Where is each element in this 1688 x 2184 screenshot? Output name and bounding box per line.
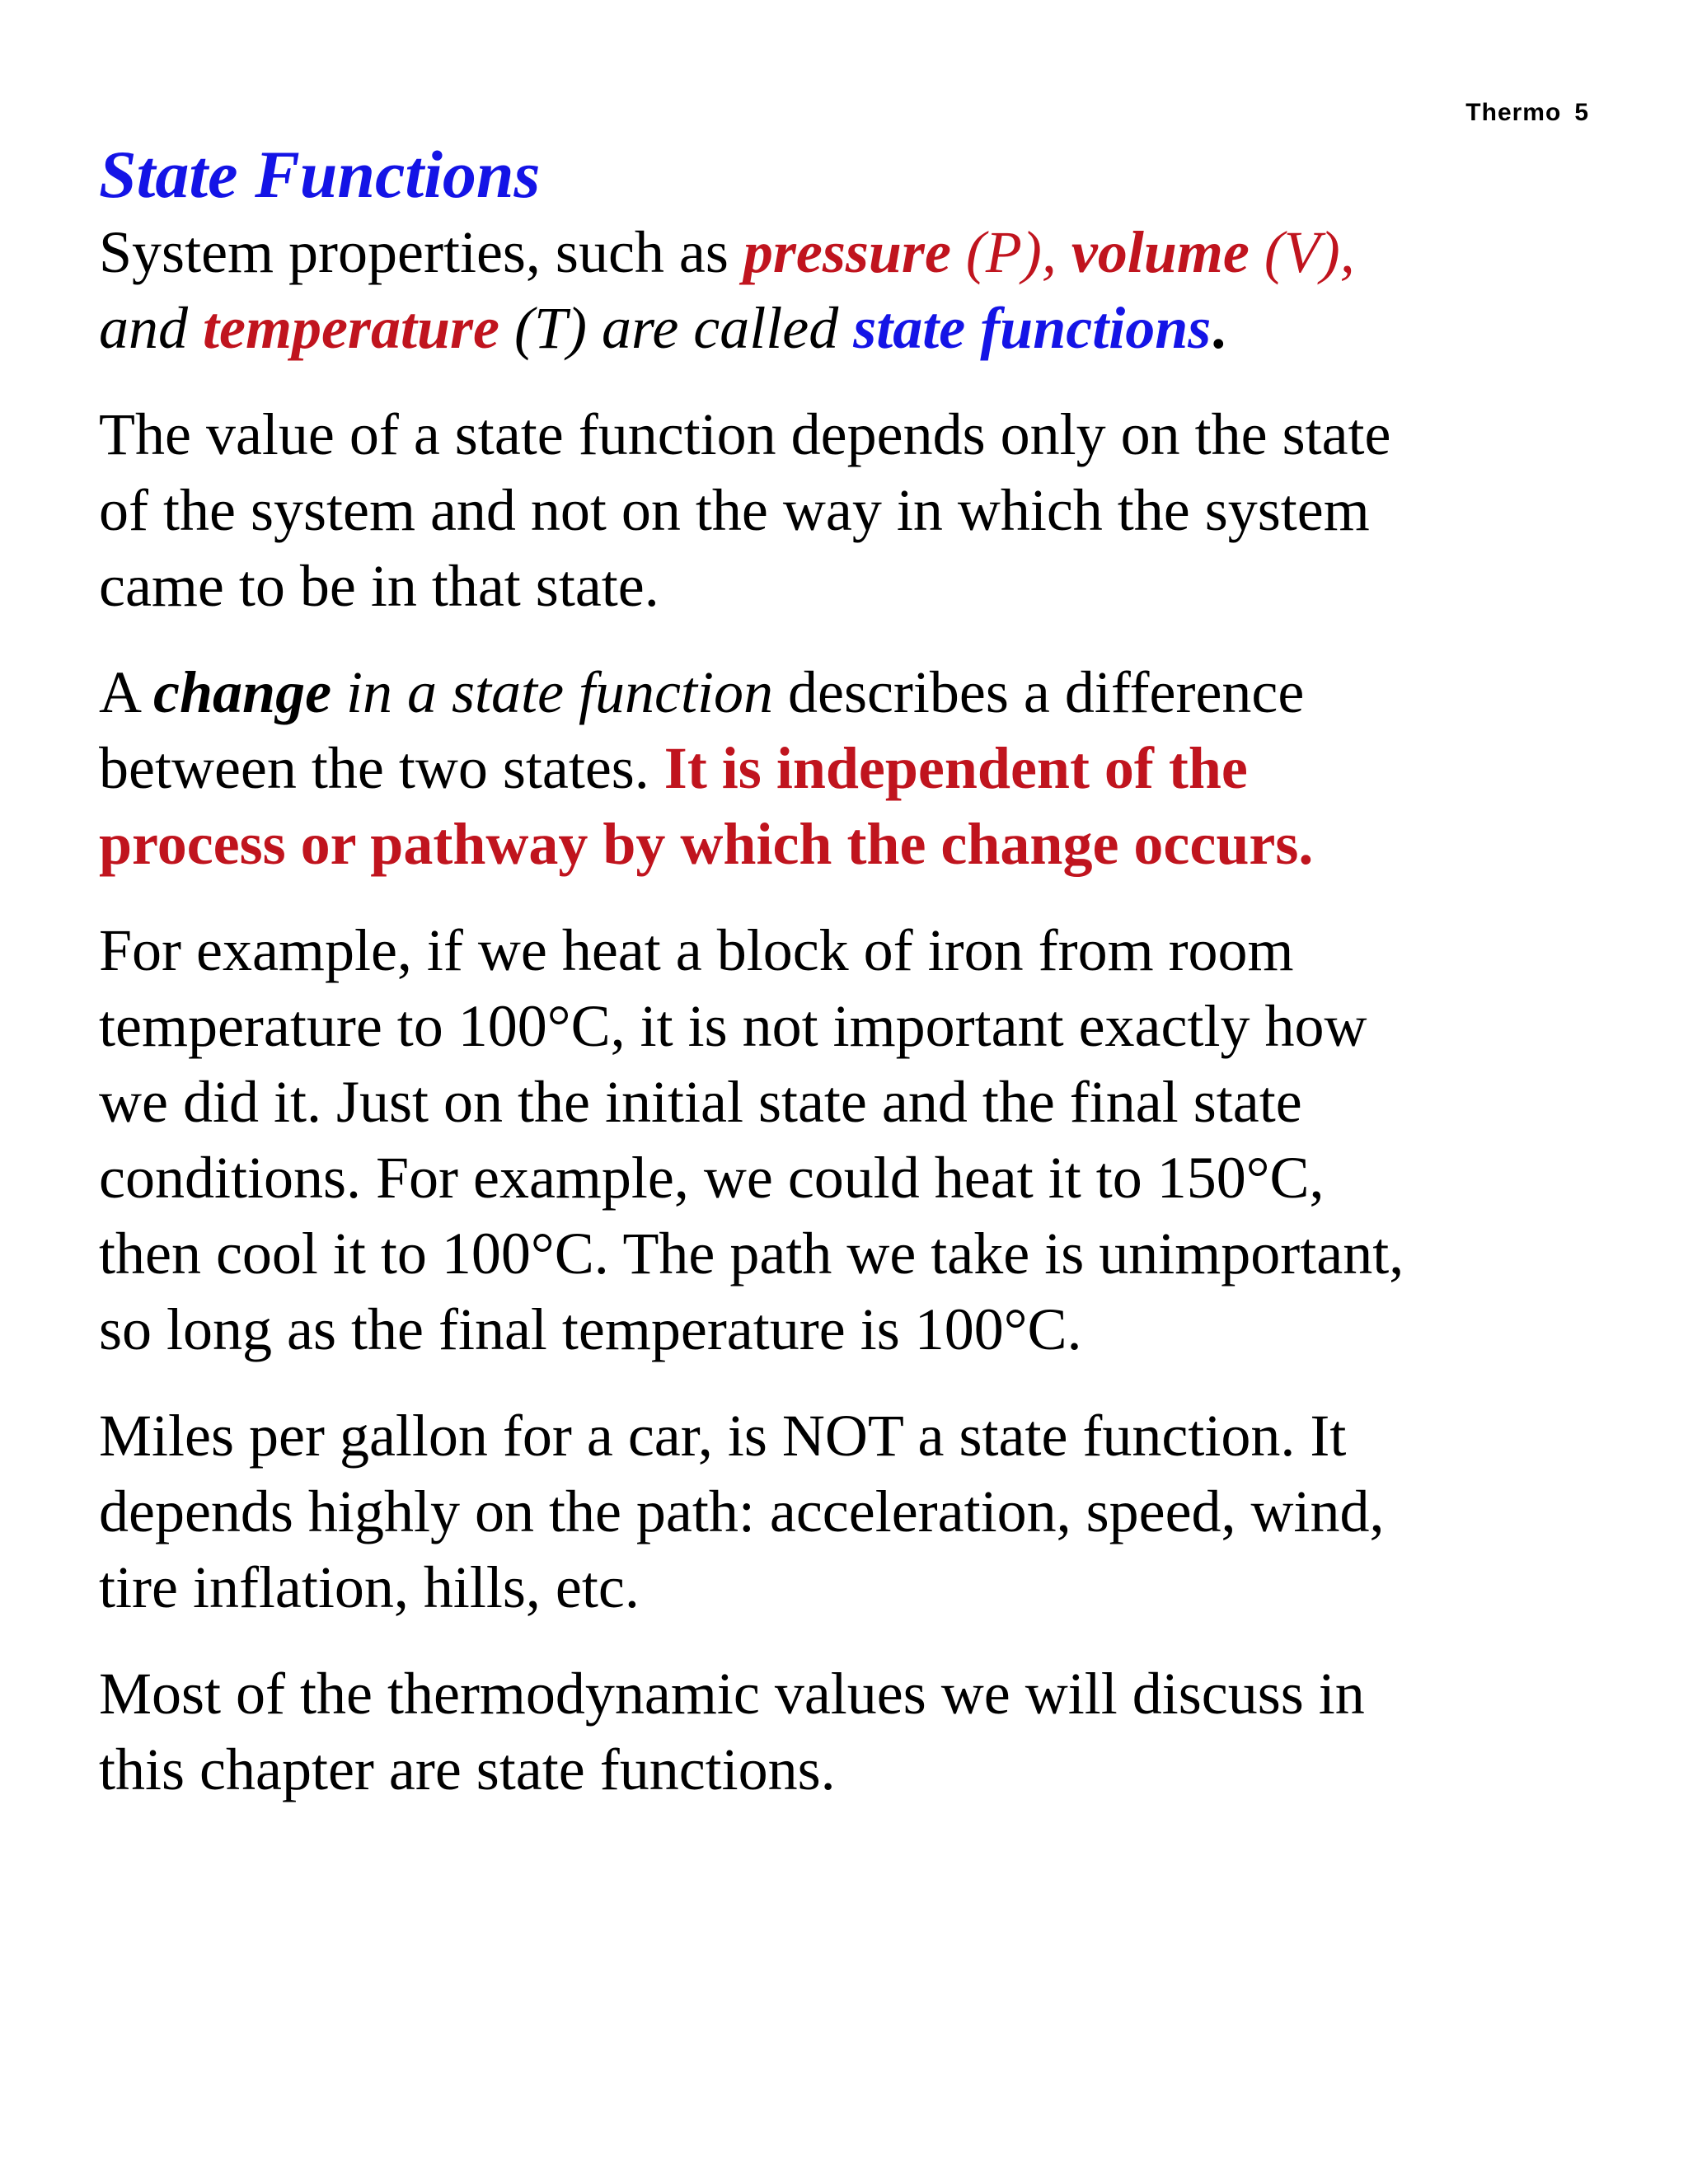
text-line: For example, if we heat a block of iron from room [99,917,1294,983]
text-line: we did it. Just on the initial state and the final state [99,1069,1302,1135]
header-label: Thermo [1465,99,1562,126]
text-run: describes a difference [773,659,1305,725]
emphasis-pathway: process or pathway by which the change occurs. [99,811,1314,877]
page-content [99,134,1607,1807]
page-header [1465,99,1589,127]
text-line: conditions. For example, we could heat it to 150°C, [99,1145,1325,1211]
page-title: State Functions [99,137,541,212]
page-number: 5 [1574,99,1589,126]
text-run: between the two states. [99,735,664,801]
symbol-t: (T) are called [499,295,854,361]
paragraph-iron-example [99,912,1607,1367]
period: . [1211,295,1226,361]
text-run: System properties, such as [99,219,743,285]
text-line: Most of the thermodynamic values we will discuss in [99,1661,1365,1727]
text-run: A [99,659,154,725]
text-line: of the system and not on the way in which the system [99,477,1370,543]
text-line: came to be in that state. [99,553,659,619]
emphasis-independent: It is independent of the [663,735,1248,801]
paragraph-change [99,654,1607,882]
text-run-italic: in a state function [331,659,773,725]
text-run: and [99,295,203,361]
term-volume: volume [1071,219,1250,285]
text-line: then cool it to 100°C. The path we take is unimportant, [99,1221,1404,1286]
text-line: Miles per gallon for a car, is NOT a state function. It [99,1403,1347,1469]
paragraph-summary [99,1656,1607,1807]
text-line: so long as the final temperature is 100°C. [99,1296,1082,1362]
paragraph-state-properties [99,214,1607,366]
paragraph-state-value [99,396,1607,624]
text-line: depends highly on the path: acceleration, speed, wind, [99,1479,1385,1544]
text-line: The value of a state function depends only on the state [99,401,1391,467]
term-state-functions: state functions [853,295,1212,361]
symbol-p: (P), [950,219,1071,285]
text-line: temperature to 100°C, it is not important exactly how [99,993,1367,1059]
term-pressure: pressure [743,219,951,285]
text-line: tire inflation, hills, etc. [99,1554,640,1620]
text-line: this chapter are state functions. [99,1736,836,1802]
symbol-v: (V), [1249,219,1355,285]
paragraph-mpg [99,1398,1607,1625]
term-temperature: temperature [203,295,499,361]
term-change: change [153,659,332,725]
